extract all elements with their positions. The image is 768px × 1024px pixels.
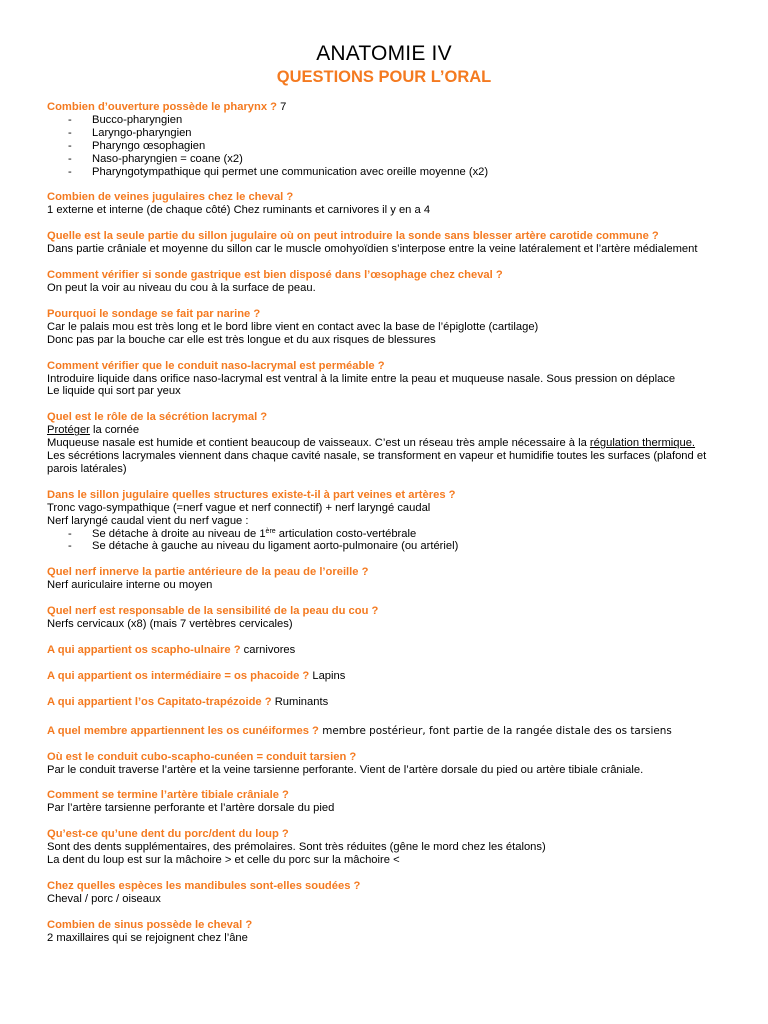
answer: Dans partie crâniale et moyenne du sillon car le muscle omohyoïdien s’interpose entre la veine latéralement et l’artère médialement [47, 243, 698, 256]
question: Où est le conduit cubo-scapho-cunéen = conduit tarsien ? [47, 750, 357, 763]
answer-line: Le liquide qui sort par yeux [47, 385, 181, 398]
answer: carnivores [240, 644, 296, 656]
question: Combien de sinus possède le cheval ? [47, 918, 253, 931]
question: Quelle est la seule partie du sillon jugulaire où on peut introduire la sonde sans blesser artère carotide commune ? [47, 230, 659, 243]
answer-line: Muqueuse nasale est humide et contient beaucoup de vaisseaux. C’est un réseau très ample nécessaire à la [47, 437, 590, 450]
answer-line: Nerf laryngé caudal vient du nerf vague : [47, 514, 249, 527]
question: Combien de veines jugulaires chez le cheval ? [47, 191, 294, 204]
answer-line: Sont des dents supplémentaires, des prémolaires. Sont très réduites (gêne le mord chez les étalons) [47, 841, 546, 854]
qa-list [47, 101, 727, 945]
list-item: - Naso-pharyngien = coane (x2) [47, 153, 727, 166]
answer: 2 maxillaires qui se rejoignent chez l’âne [47, 931, 248, 944]
question: Quel nerf innerve la partie antérieure de la peau de l’oreille ? [47, 566, 369, 579]
qa-item [47, 670, 727, 683]
question: A qui appartient os scapho-ulnaire ? [47, 644, 241, 656]
qa-item [47, 644, 727, 657]
list-item: - Bucco-pharyngien [47, 114, 727, 127]
answer-list [47, 114, 727, 179]
list-item: - Pharyngotympathique qui permet une communication avec oreille moyenne (x2) [47, 166, 727, 179]
qa-item [47, 751, 727, 777]
question: Dans le sillon jugulaire quelles structures existe-t-il à part veines et artères ? [47, 488, 456, 501]
qa-item [47, 566, 727, 592]
list-item: - Laryngo-pharyngien [47, 127, 727, 140]
list-item: - Pharyngo œsophagien [47, 140, 727, 153]
question: Chez quelles espèces les mandibules sont-elles soudées ? [47, 879, 361, 892]
question: Comment vérifier si sonde gastrique est bien disposé dans l’œsophage chez cheval ? [47, 269, 503, 282]
qa-item [47, 411, 727, 476]
list-item: - Se détache à droite au niveau de 1ère articulation costo-vertébrale [47, 528, 727, 541]
answer-line: La dent du loup est sur la mâchoire > et celle du porc sur la mâchoire < [47, 854, 400, 867]
answer-line: Tronc vago-sympathique (=nerf vague et nerf connectif) + nerf laryngé caudal [47, 501, 431, 514]
answer: Nerfs cervicaux (x8) (mais 7 vertèbres cervicales) [47, 618, 293, 631]
question: Quel nerf est responsable de la sensibilité de la peau du cou ? [47, 605, 379, 618]
question: Quel est le rôle de la sécrétion lacrymal ? [47, 411, 268, 424]
answer: Nerf auriculaire interne ou moyen [47, 579, 213, 592]
underlined-term: régulation thermique. [589, 437, 696, 450]
list-item: - Se détache à gauche au niveau du ligament aorto-pulmonaire (ou artériel) [47, 540, 727, 553]
qa-item [47, 919, 727, 945]
document-subtitle: QUESTIONS POUR L’ORAL [276, 68, 492, 86]
question: Comment se termine l’artère tibiale crâniale ? [47, 789, 289, 802]
qa-item [47, 696, 727, 709]
question: Qu’est-ce qu’une dent du porc/dent du loup ? [47, 828, 289, 841]
question: A quel membre appartiennent les os cunéiformes ? [47, 724, 319, 737]
answer: Par le conduit traverse l’artère et la veine tarsienne perforante. Vient de l’artère dorsale du pied ou artère tibiale crâniale. [47, 763, 644, 776]
qa-item [47, 308, 727, 347]
qa-item [47, 360, 727, 399]
answer: Lapins [309, 669, 346, 682]
qa-item [47, 828, 727, 867]
qa-item [47, 880, 727, 906]
answer-line: Les sécrétions lacrymales viennent dans chaque cavité nasale, se transforment en vapeur et humidifie toutes les surfaces (plafond et parois latérales) [47, 450, 707, 475]
answer: Cheval / porc / oiseaux [47, 892, 161, 905]
qa-item [47, 101, 727, 178]
answer: membre postérieur, font partie de la rangée distale des os tarsiens [318, 724, 672, 737]
question: Comment vérifier que le conduit naso-lacrymal est perméable ? [47, 359, 385, 372]
answer: On peut la voir au niveau du cou à la surface de peau. [47, 281, 316, 294]
qa-item [47, 489, 727, 554]
answer-line: la cornée [89, 424, 140, 437]
qa-item [47, 725, 727, 738]
qa-item [47, 269, 727, 295]
qa-item [47, 789, 727, 815]
question: Pourquoi le sondage se fait par narine ? [47, 307, 261, 320]
answer-line: Car le palais mou est très long et le bord libre vient en contact avec la base de l’épiglotte (cartilage) [47, 320, 539, 333]
answer-list [47, 528, 727, 554]
document-title: ANATOMIE IV [316, 42, 452, 65]
answer: Par l’artère tarsienne perforante et l’artère dorsale du pied [47, 802, 335, 815]
question: Combien d’ouverture possède le pharynx ? [47, 101, 278, 113]
answer-line: Donc pas par la bouche car elle est très longue et du aux risques de blessures [47, 333, 436, 346]
underlined-term: Protéger [47, 424, 90, 437]
qa-item [47, 230, 727, 256]
answer: 7 [277, 101, 287, 113]
qa-item [47, 191, 727, 217]
qa-item [47, 605, 727, 631]
answer: 1 externe et interne (de chaque côté) Chez ruminants et carnivores il y en a 4 [47, 204, 431, 217]
question: A qui appartient os intermédiaire = os phacoide ? [47, 669, 310, 682]
answer-line: Introduire liquide dans orifice naso-lacrymal est ventral à la limite entre la peau et muqueuse nasale. Sous pression on déplace [47, 372, 676, 385]
answer: Ruminants [271, 695, 329, 708]
question: A qui appartient l’os Capitato-trapézoide ? [47, 695, 272, 708]
